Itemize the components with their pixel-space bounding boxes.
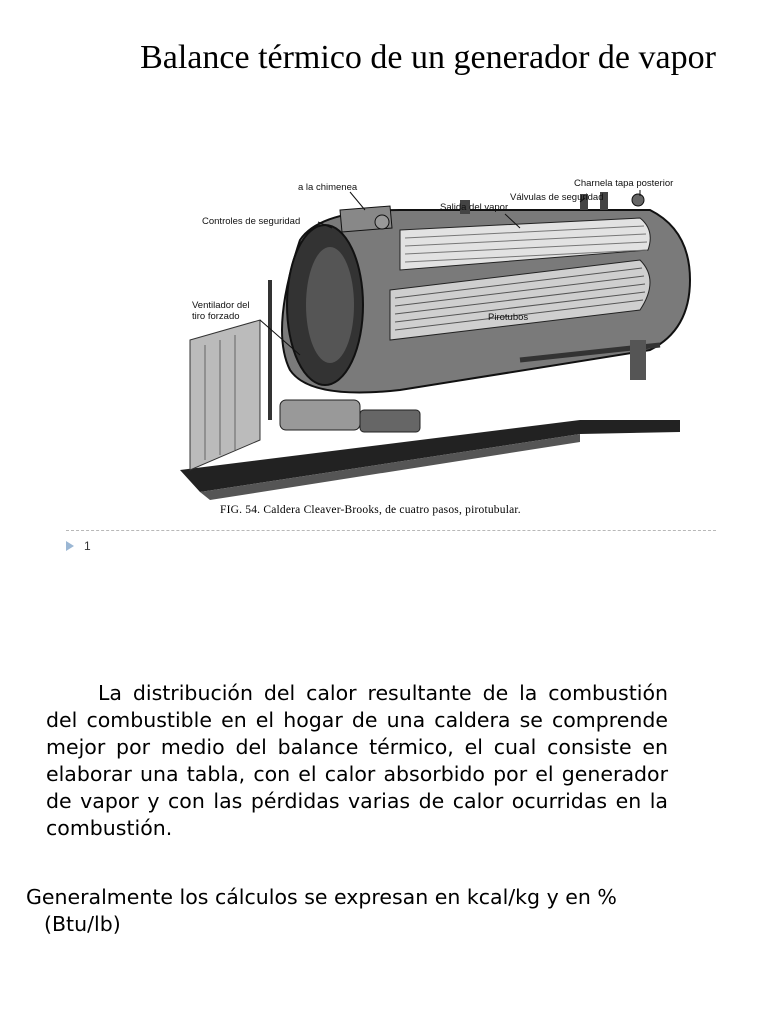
label-charnela: Charnela tapa posterior bbox=[574, 178, 674, 189]
boiler-figure bbox=[160, 170, 700, 526]
label-salida-vapor: Salida del vapor bbox=[440, 202, 509, 213]
label-controles: Controles de seguridad bbox=[202, 216, 301, 227]
slide-number: 1 bbox=[84, 539, 91, 553]
slide-number-marker bbox=[66, 538, 91, 554]
label-ventilador-line2: tiro forzado bbox=[192, 311, 240, 322]
label-ventilador-line1: Ventilador del bbox=[192, 300, 250, 311]
body-paragraph-1: La distribución del calor resultante de la combustión del combustible en el hogar de una caldera se comprende mejor por medio del balance térmico, el cual consiste en elaborar una tabla, con el calor absorbido por el generador de vapor y con las pérdidas varias de calor ocurridas en la combustión. bbox=[46, 681, 668, 840]
figure-caption: FIG. 54. Caldera Cleaver-Brooks, de cuatro pasos, pirotubular. bbox=[220, 504, 521, 516]
slide-divider bbox=[66, 530, 716, 531]
triangle-bullet-icon bbox=[66, 541, 74, 551]
label-pirotubos: Pirotubos bbox=[488, 312, 529, 323]
label-chimenea: a la chimenea bbox=[298, 182, 358, 193]
slide-title: Balance térmico de un generador de vapor bbox=[140, 39, 716, 76]
body-paragraph-2: Generalmente los cálculos se expresan en kcal/kg y en % (Btu/lb) bbox=[26, 885, 617, 936]
label-valvulas: Válvulas de seguridad bbox=[510, 192, 604, 203]
